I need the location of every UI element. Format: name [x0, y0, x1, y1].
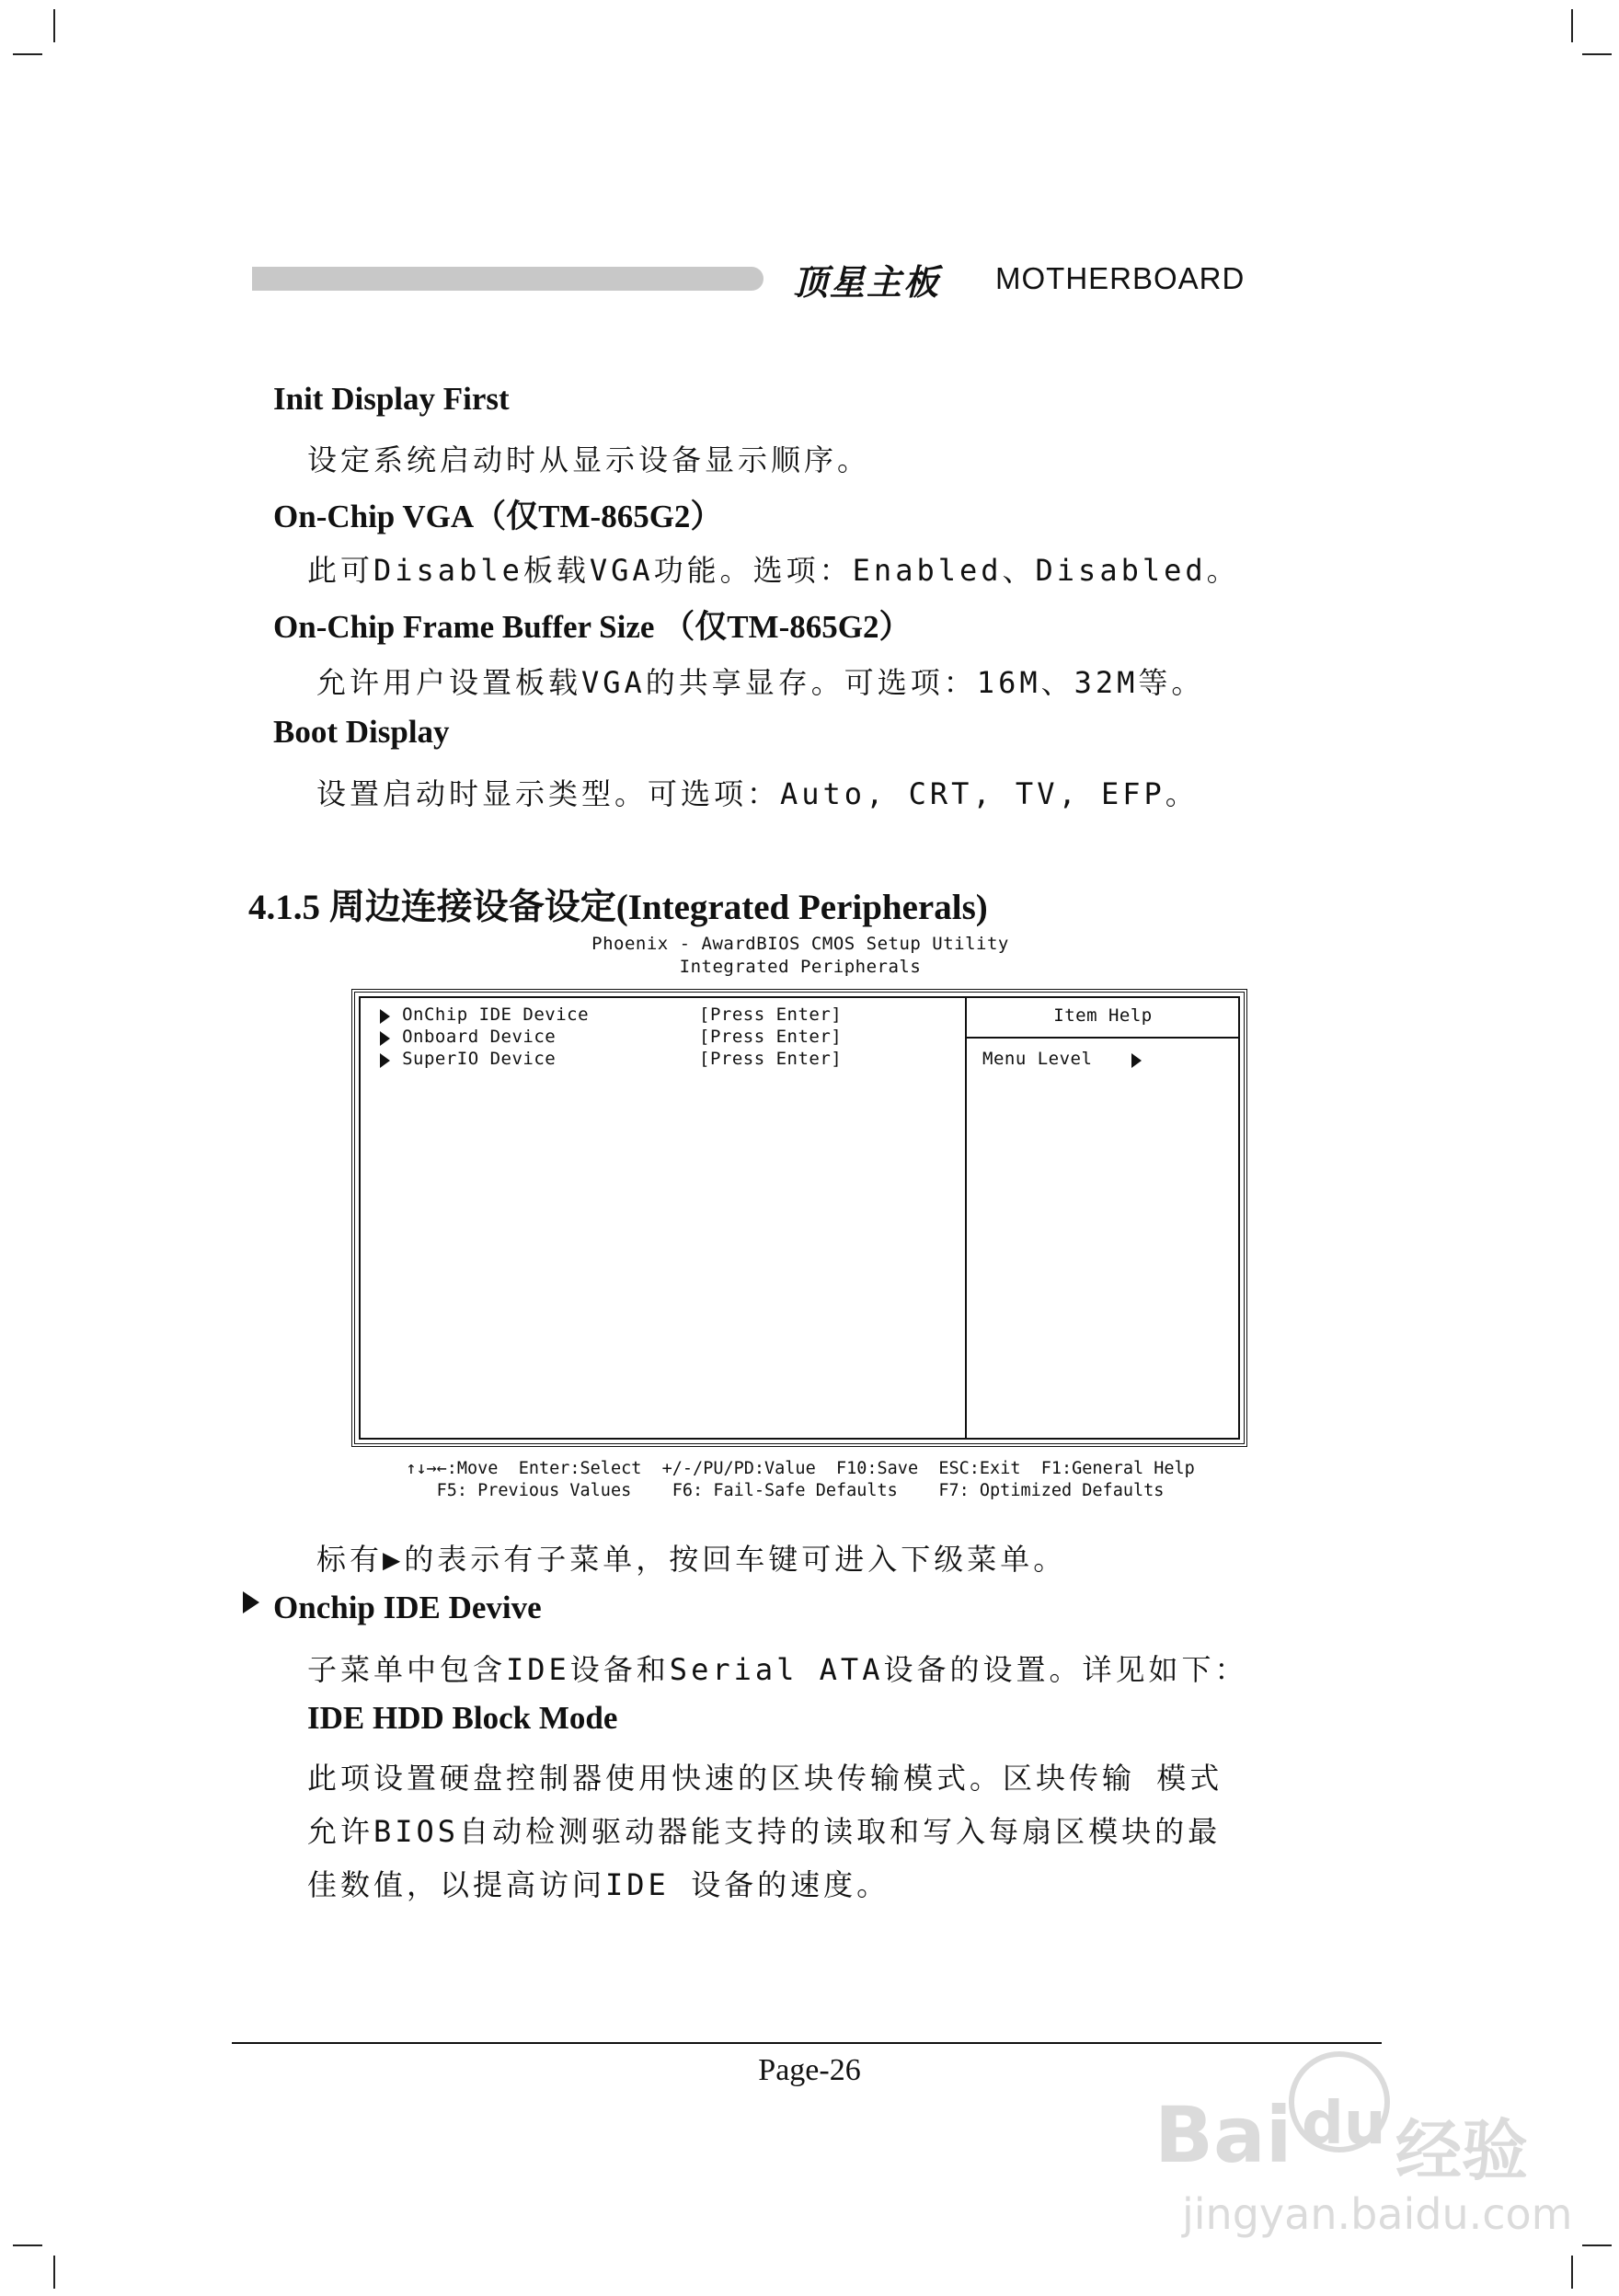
desc-onchip-vga: 此可Disable板载VGA功能。选项：Enabled、Disabled。: [307, 553, 1240, 588]
bios-item-label: OnChip IDE Device: [402, 1004, 590, 1025]
crop-mark: [53, 9, 55, 42]
onchip-heading-row: [243, 1591, 259, 1613]
crop-mark: [53, 2256, 55, 2289]
crop-mark: [13, 2244, 42, 2246]
desc-onchip-ide: 子菜单中包含IDE设备和Serial ATA设备的设置。详见如下：: [307, 1652, 1248, 1687]
page-number: Page-26: [758, 2053, 861, 2087]
bios-help-title: Item Help: [1053, 1005, 1153, 1026]
bios-help-separator: [965, 1037, 1240, 1039]
watermark-cn: 经验: [1395, 2112, 1529, 2189]
bios-footer-2: F5: Previous Values F6: Fail-Safe Defaults F7: Optimized Defaults: [436, 1481, 1165, 1500]
heading-init-display: Init Display First: [273, 381, 510, 417]
header-bar: [252, 267, 764, 291]
bios-menu-item[interactable]: [380, 1049, 556, 1069]
crop-mark: [13, 53, 42, 55]
submenu-arrow-icon: [380, 1009, 390, 1024]
heading-onchip-vga: On-Chip VGA（仅TM-865G2）: [273, 499, 723, 534]
submenu-arrow-icon: [380, 1031, 390, 1046]
submenu-arrow-icon: [380, 1053, 390, 1068]
bios-item-value[interactable]: [Press Enter]: [699, 1004, 843, 1025]
watermark-brand: Bai: [1154, 2090, 1292, 2180]
bios-item-label: SuperIO Device: [402, 1049, 557, 1069]
brand-logo-text: 顶星主板: [793, 262, 941, 303]
desc-init-display: 设定系统启动时从显示设备显示顺序。: [307, 442, 871, 477]
bios-item-value[interactable]: [Press Enter]: [699, 1049, 843, 1069]
heading-ide-hdd-block-mode: IDE HDD Block Mode: [307, 1700, 618, 1736]
brand-subtitle: MOTHERBOARD: [995, 261, 1246, 295]
bios-title-2: Integrated Peripherals: [679, 957, 922, 977]
bios-footer-1: ↑↓→←:Move Enter:Select +/-/PU/PD:Value F10:Save ESC:Exit F1:General Help: [406, 1459, 1195, 1478]
desc-line-1: 此项设置硬盘控制器使用快速的区块传输模式。区块传输 模式: [307, 1761, 1223, 1796]
menu-level-label: Menu Level: [982, 1049, 1093, 1069]
bullet-arrow-icon: [243, 1591, 259, 1613]
bios-title-1: Phoenix - AwardBIOS CMOS Setup Utility: [591, 934, 1009, 954]
bios-menu-item[interactable]: [380, 1027, 556, 1047]
crop-mark: [1571, 9, 1573, 42]
watermark-url: jingyan.baidu.com: [1182, 2189, 1573, 2239]
desc-boot-display: 设置启动时显示类型。可选项：Auto, CRT, TV, EFP。: [316, 776, 1199, 811]
bios-menu-item[interactable]: [380, 1004, 589, 1025]
desc-line-2: 允许BIOS自动检测驱动器能支持的读取和写入每扇区模块的最: [307, 1814, 1222, 1849]
heading-onchip-ide: Onchip IDE Devive: [273, 1590, 542, 1625]
crop-mark: [1582, 2244, 1612, 2246]
menu-level-arrow-icon: [1131, 1053, 1142, 1068]
submenu-note: 标有▶的表示有子菜单，按回车键可进入下级菜单。: [316, 1542, 1067, 1577]
footer-rule: [232, 2042, 1382, 2044]
crop-mark: [1571, 2256, 1573, 2289]
heading-boot-display: Boot Display: [273, 714, 450, 750]
baidu-watermark: [1154, 2051, 1573, 2263]
watermark-brand2: du: [1302, 2090, 1386, 2158]
heading-frame-buffer: On-Chip Frame Buffer Size （仅TM-865G2）: [273, 609, 912, 645]
bios-divider: [965, 996, 967, 1440]
bios-menu-level: [982, 1049, 1142, 1069]
desc-frame-buffer: 允许用户设置板载VGA的共享显存。可选项：16M、32M等。: [316, 665, 1205, 700]
bios-item-label: Onboard Device: [402, 1027, 557, 1047]
crop-mark: [1582, 53, 1612, 55]
bios-item-value[interactable]: [Press Enter]: [699, 1027, 843, 1047]
desc-line-3: 佳数值，以提高访问IDE 设备的速度。: [307, 1867, 890, 1902]
section-heading: 4.1.5 周边连接设备设定(Integrated Peripherals): [248, 888, 988, 927]
